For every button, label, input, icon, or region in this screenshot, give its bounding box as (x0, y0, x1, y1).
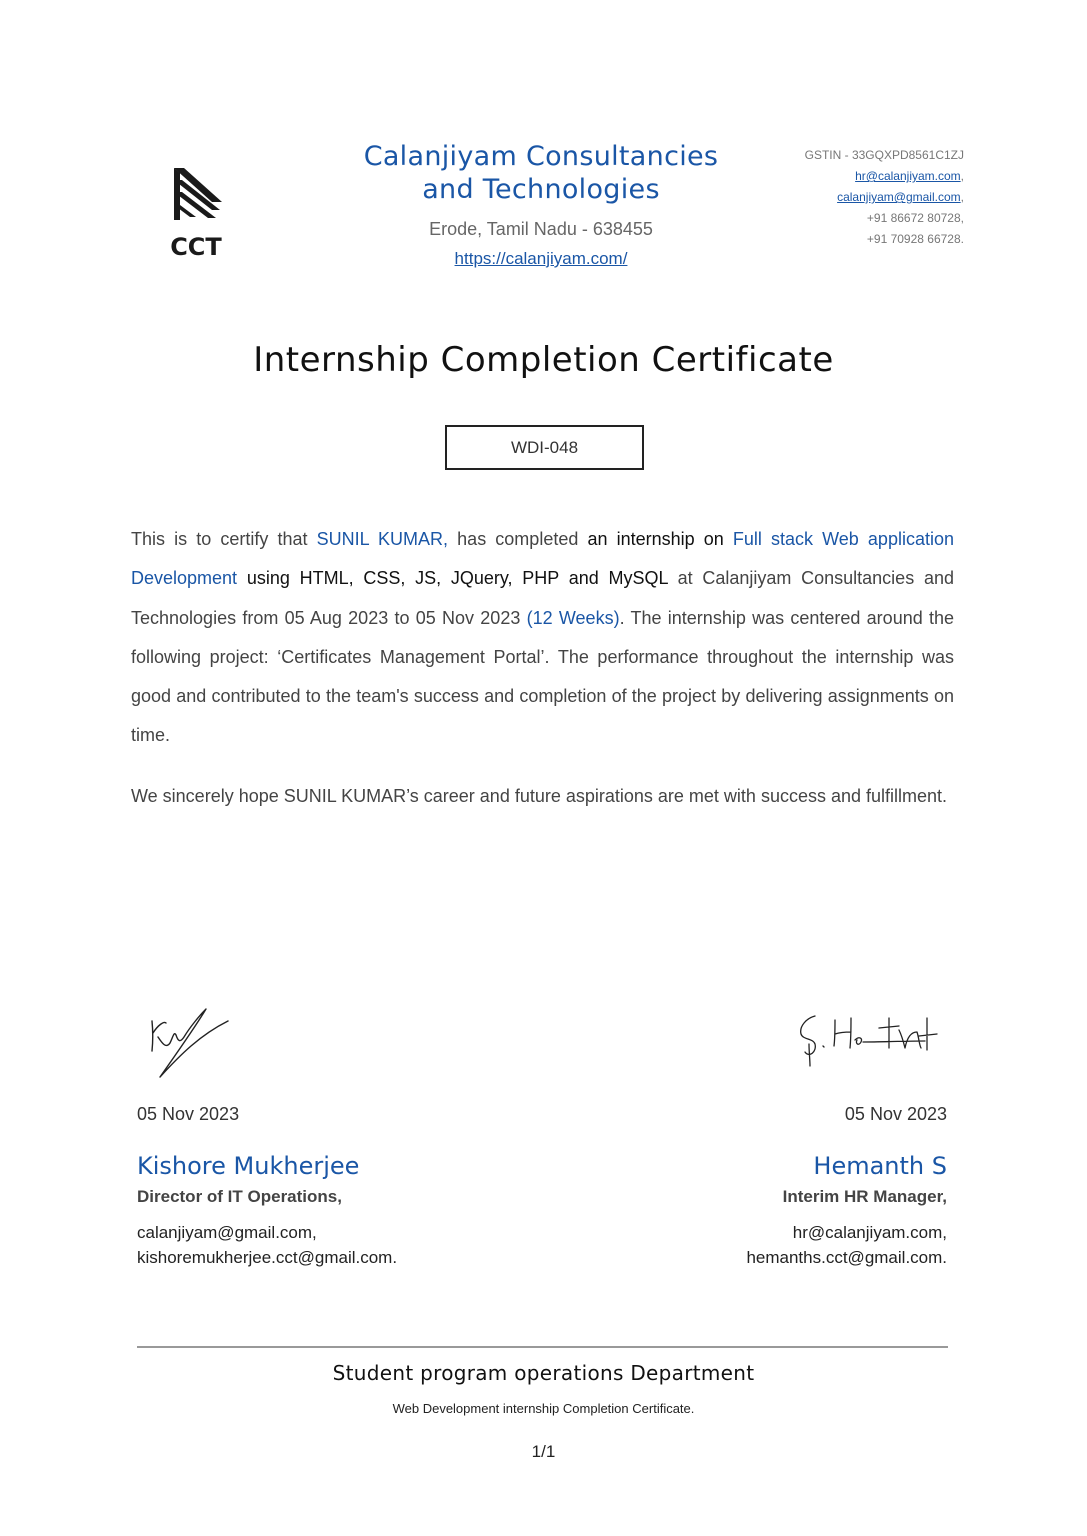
separator-comma: , (960, 169, 964, 183)
body-text-segment: at Calanjiyam Consultancies and Technologies from 05 Aug 2023 to 05 Nov 2023 (131, 568, 954, 628)
signatory-name: Kishore Mukherjee (137, 1152, 360, 1180)
separator-comma: , (960, 190, 964, 204)
body-text-segment: This is to certify that (131, 529, 317, 549)
company-address: Erode, Tamil Nadu - 638455 (429, 219, 653, 239)
signatory-name: Hemanth S (813, 1152, 947, 1180)
signatory-email-2: kishoremukherjee.cct@gmail.com. (137, 1248, 398, 1267)
technologies: using HTML, CSS, JS, JQuery, PHP and MySQL (246, 568, 668, 589)
cct-logo-icon (166, 165, 226, 260)
contact-details (805, 145, 964, 250)
certificate-body (131, 520, 954, 816)
hr-email-link[interactable]: hr@calanjiyam.com (855, 169, 961, 183)
body-text-segment (724, 529, 733, 549)
signatory-right (527, 1100, 947, 1270)
logo-text: CCT (170, 233, 222, 260)
body-paragraph-1 (131, 520, 954, 756)
signatory-role: Director of IT Operations, (137, 1187, 342, 1206)
phone-2: +91 70928 66728. (866, 232, 964, 246)
company-website-link[interactable]: https://calanjiyam.com/ (454, 249, 628, 268)
body-paragraph-2: We sincerely hope SUNIL KUMAR’s career and future aspirations are met with success and fulfillment. (131, 785, 948, 806)
program-name: Full stack Web application Development (131, 529, 954, 589)
page-number: 1/1 (531, 1442, 556, 1461)
certificate-id-box: WDI-048 (445, 425, 644, 470)
signatory-role: Interim HR Manager, (782, 1187, 947, 1206)
company-name-line1: Calanjiyam Consultancies (363, 141, 719, 172)
gstin: GSTIN - 33GQXPD8561C1ZJ (804, 148, 964, 162)
phone-1: +91 86672 80728, (866, 211, 964, 225)
signature-kishore-image (140, 1003, 240, 1083)
footer-divider (137, 1346, 948, 1348)
company-header (340, 140, 742, 275)
company-name (340, 140, 742, 206)
signatory-contact (137, 1220, 557, 1270)
signatory-left (137, 1100, 557, 1270)
body-text-segment (237, 568, 247, 588)
signatory-date: 05 Nov 2023 (844, 1104, 947, 1124)
signatory-contact (527, 1220, 947, 1270)
body-text-segment: . The internship was centered around the following project: ‘Certificates Management Portal’. The performance throughout the internship was good and contributed to the team's success and completion of the project by delivering assignments on time. (131, 607, 955, 746)
footer-department: Student program operations Department (332, 1361, 755, 1385)
body-text-segment: has completed (448, 529, 588, 549)
certificate-title: Internship Completion Certificate (253, 340, 834, 380)
company-email-link[interactable]: calanjiyam@gmail.com (837, 190, 961, 204)
signatory-date: 05 Nov 2023 (137, 1104, 240, 1124)
body-text-segment: an internship on (587, 529, 724, 549)
duration: (12 Weeks) (526, 607, 620, 628)
footer-subtitle: Web Development internship Completion Certificate. (392, 1401, 695, 1416)
company-name-line2: and Technologies (422, 174, 660, 205)
signatory-email-1: calanjiyam@gmail.com, (137, 1223, 317, 1242)
student-name: SUNIL KUMAR, (316, 529, 449, 549)
company-logo (166, 165, 226, 260)
signatory-email-1: hr@calanjiyam.com, (792, 1223, 947, 1242)
signatory-email-2: hemanths.cct@gmail.com. (746, 1248, 947, 1267)
signature-hemanth-image (793, 1008, 948, 1070)
